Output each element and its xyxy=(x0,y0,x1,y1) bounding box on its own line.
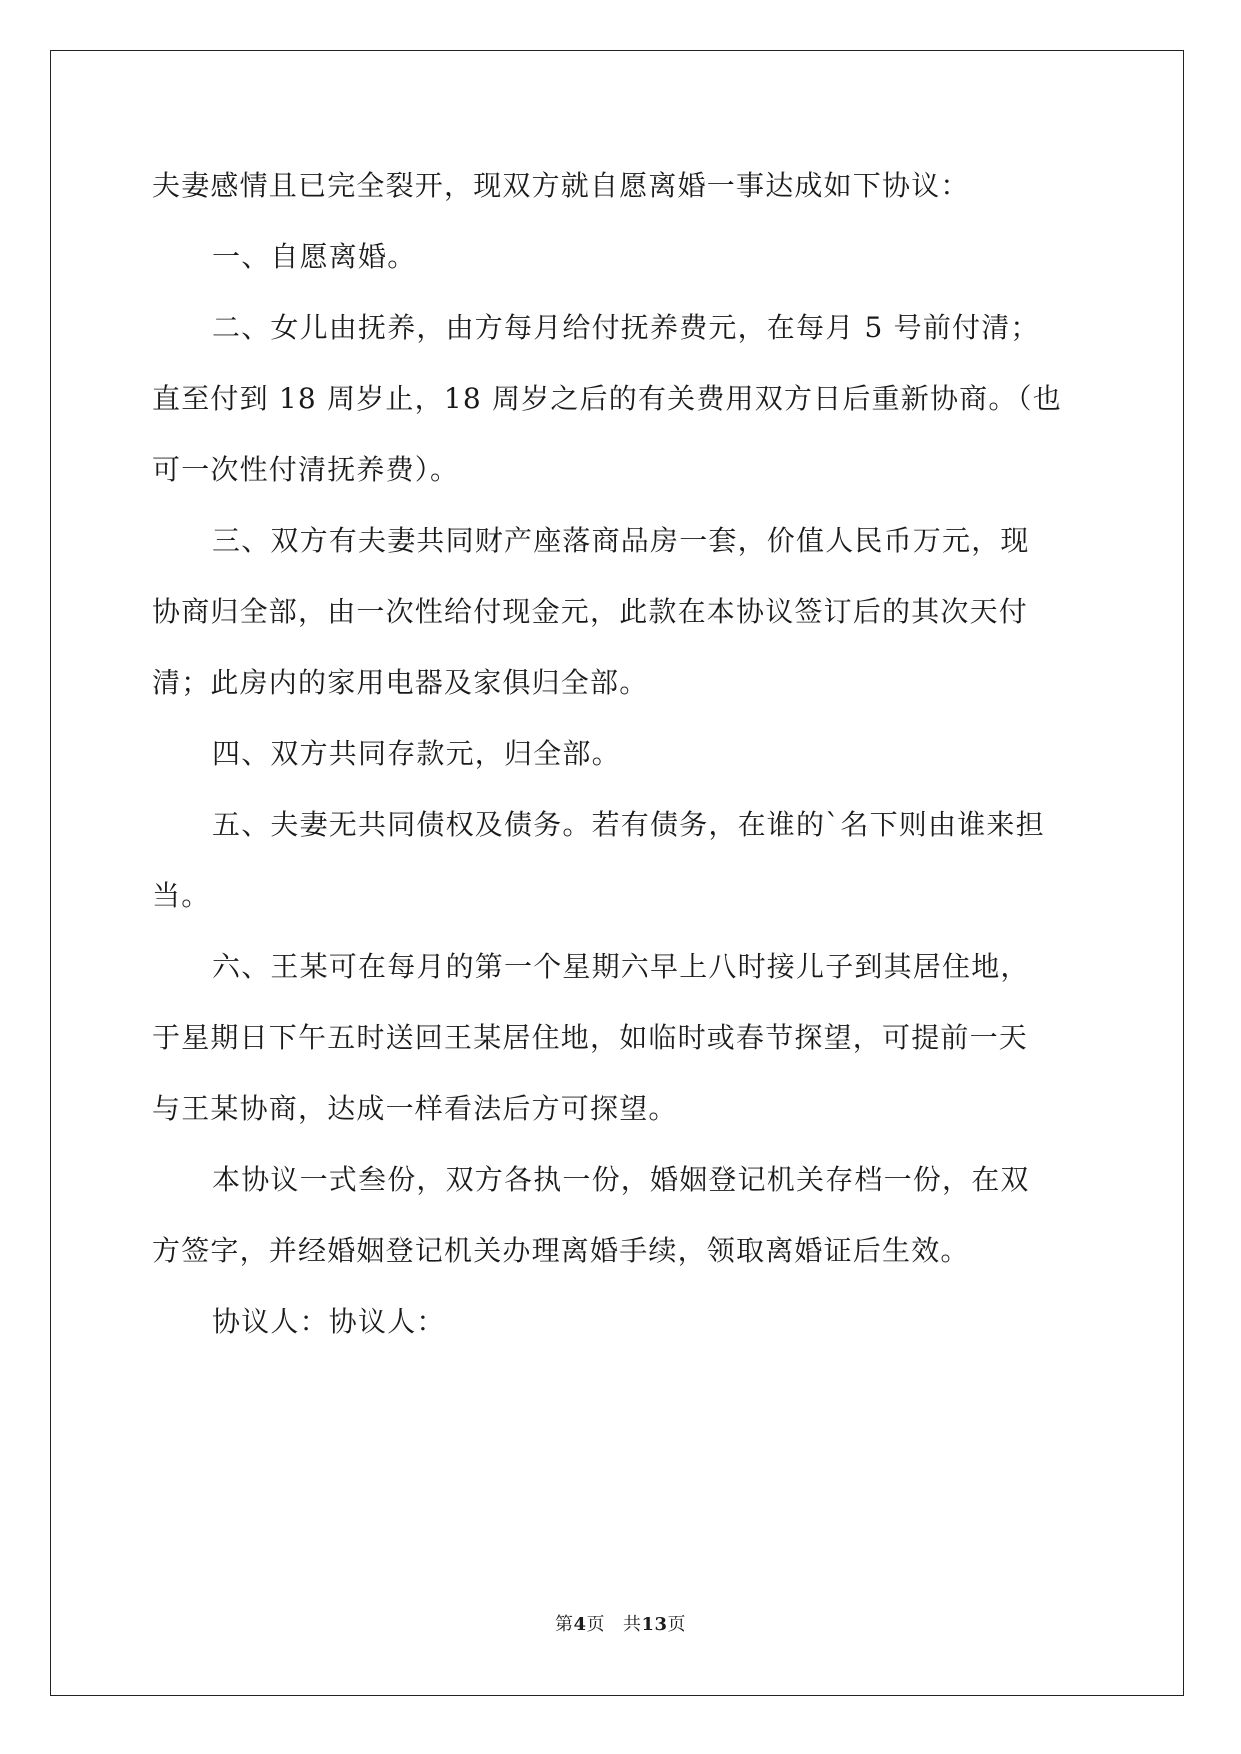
text-line-6: 三、双方有夫妻共同财产座落商品房一套，价值人民币万元，现 xyxy=(212,524,1030,557)
total-suffix: 页 xyxy=(667,1614,687,1635)
text-line-15: 本协议一式叁份，双方各执一份，婚姻登记机关存档一份，在双 xyxy=(212,1163,1030,1196)
text-line-4: 直至付到 18 周岁止，18 周岁之后的有关费用双方日后重新协商。（也 xyxy=(152,382,1062,415)
total-pages: 13 xyxy=(641,1614,668,1635)
text-line-10: 五、夫妻无共同债权及债务。若有债务，在谁的`名下则由谁来担 xyxy=(212,808,1045,841)
page-prefix: 第 xyxy=(554,1614,574,1635)
page-suffix: 页 xyxy=(586,1614,605,1635)
page-number: 4 xyxy=(573,1614,587,1635)
text-line-9: 四、双方共同存款元，归全部。 xyxy=(212,737,621,770)
text-line-3: 二、女儿由抚养，由方每月给付抚养费元，在每月 5 号前付清； xyxy=(212,311,1040,344)
text-line-17: 协议人：协议人： xyxy=(212,1305,446,1338)
text-line-16: 方签字，并经婚姻登记机关办理离婚手续，领取离婚证后生效。 xyxy=(152,1234,970,1267)
text-line-5: 可一次性付清抚养费）。 xyxy=(152,453,460,486)
text-line-1: 夫妻感情且已完全裂开，现双方就自愿离婚一事达成如下协议： xyxy=(152,169,970,202)
page-footer xyxy=(0,1610,1241,1636)
document-body xyxy=(152,168,1084,1375)
text-line-13: 于星期日下午五时送回王某居住地，如临时或春节探望，可提前一天 xyxy=(152,1021,1029,1054)
text-line-8: 清；此房内的家用电器及家俱归全部。 xyxy=(152,666,649,699)
text-line-12: 六、王某可在每月的第一个星期六早上八时接儿子到其居住地， xyxy=(212,950,1030,983)
total-prefix: 共 xyxy=(622,1614,642,1635)
text-line-14: 与王某协商，达成一样看法后方可探望。 xyxy=(152,1092,678,1125)
text-line-7: 协商归全部，由一次性给付现金元，此款在本协议签订后的其次天付 xyxy=(152,595,1029,628)
text-line-11: 当。 xyxy=(152,879,211,912)
text-line-2: 一、自愿离婚。 xyxy=(212,240,417,273)
